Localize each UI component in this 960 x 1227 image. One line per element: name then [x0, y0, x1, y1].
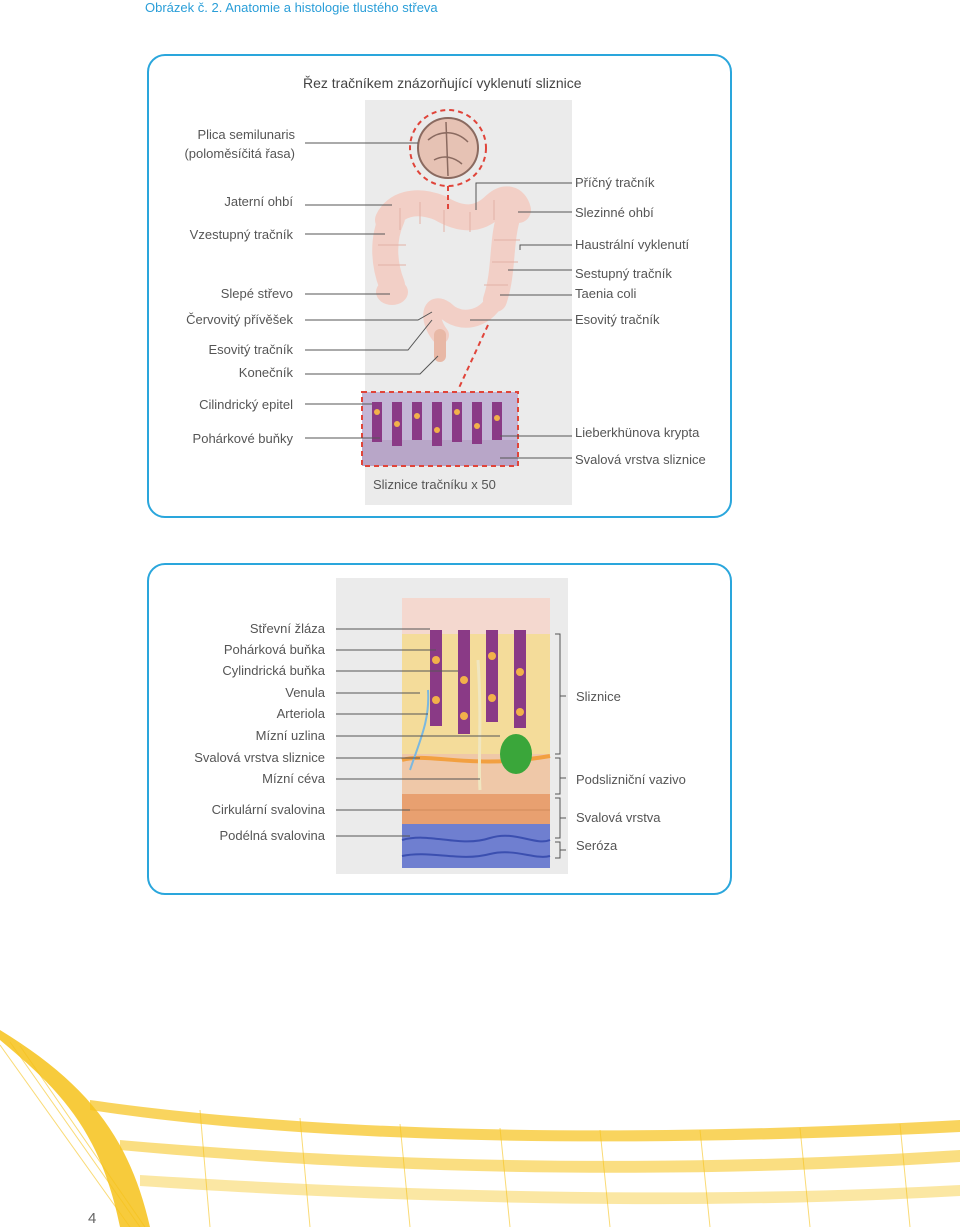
figure-caption: Obrázek č. 2. Anatomie a histologie tlustého střeva: [145, 0, 438, 15]
lymph-node: [500, 734, 532, 774]
label-esovity-tracnik-left: Esovitý tračník: [208, 342, 293, 357]
label-slezinne-ohbi: Slezinné ohbí: [575, 205, 654, 220]
ascending-colon: [385, 218, 392, 285]
decorative-ribbon: [0, 1030, 960, 1227]
label-konecnik: Konečník: [238, 365, 293, 380]
colon-wall-illustration: [402, 598, 550, 868]
label-cervovity-privesek: Červovitý přívěšek: [186, 312, 293, 327]
label-seroza: Seróza: [576, 838, 618, 853]
cecum: [376, 279, 408, 305]
label-podslizicni-vazivo: Podslizniční vazivo: [576, 772, 686, 787]
label-svalova-vrstva: Svalová vrstva: [576, 810, 661, 825]
label-svalova-vrstva-sliznice: Svalová vrstva sliznice: [575, 452, 706, 467]
label-polomesicita-rasa: (poloměsíčitá řasa): [184, 146, 295, 161]
label-taenia-coli: Taenia coli: [575, 286, 637, 301]
label-haustralni-vyklenuti: Haustrální vyklenutí: [575, 237, 690, 252]
label-arteriola: Arteriola: [276, 706, 325, 721]
label-venula: Venula: [285, 685, 325, 700]
page-number: 4: [88, 1210, 97, 1227]
label-slepe-strevo: Slepé střevo: [220, 286, 293, 301]
label-esovity-tracnik-right: Esovitý tračník: [575, 312, 660, 327]
longitudinal-muscle-layer: [402, 824, 550, 868]
circular-muscle-layer: [402, 794, 550, 824]
label-svalova-vrstva-sliznice-2: Svalová vrstva sliznice: [194, 750, 325, 765]
mucosa-subcaption: Sliznice tračníku x 50: [373, 477, 496, 492]
label-pricny-tracnik: Příčný tračník: [575, 175, 655, 190]
label-poharkove-bunky: Pohárkové buňky: [192, 431, 293, 446]
label-cylindricka-bunka: Cylindrická buňka: [222, 663, 325, 678]
label-podelna-svalovina: Podélná svalovina: [219, 828, 325, 843]
descending-colon: [495, 212, 510, 300]
label-sliznice: Sliznice: [576, 689, 621, 704]
label-sestupny-tracnik: Sestupný tračník: [575, 266, 672, 281]
label-mizni-ceva: Mízní céva: [262, 771, 325, 786]
label-cirkularni-svalovina: Cirkulární svalovina: [211, 802, 325, 817]
label-plica-semilunaris: Plica semilunaris: [197, 127, 295, 142]
panel1-title: Řez tračníkem znázorňující vyklenutí sliznice: [303, 75, 582, 91]
label-poharkova-bunka: Pohárková buňka: [223, 642, 325, 657]
label-vzestupny-tracnik: Vzestupný tračník: [189, 227, 293, 242]
label-mizni-uzlina: Mízní uzlina: [255, 728, 325, 743]
label-strevni-zlaza: Střevní žláza: [249, 621, 325, 636]
label-cilindricky-epitel: Cilindrický epitel: [199, 397, 293, 412]
label-jaterni-ohbi: Jaterní ohbí: [224, 194, 293, 209]
label-lieberkhunova-krypta: Lieberkhünova krypta: [575, 425, 700, 440]
